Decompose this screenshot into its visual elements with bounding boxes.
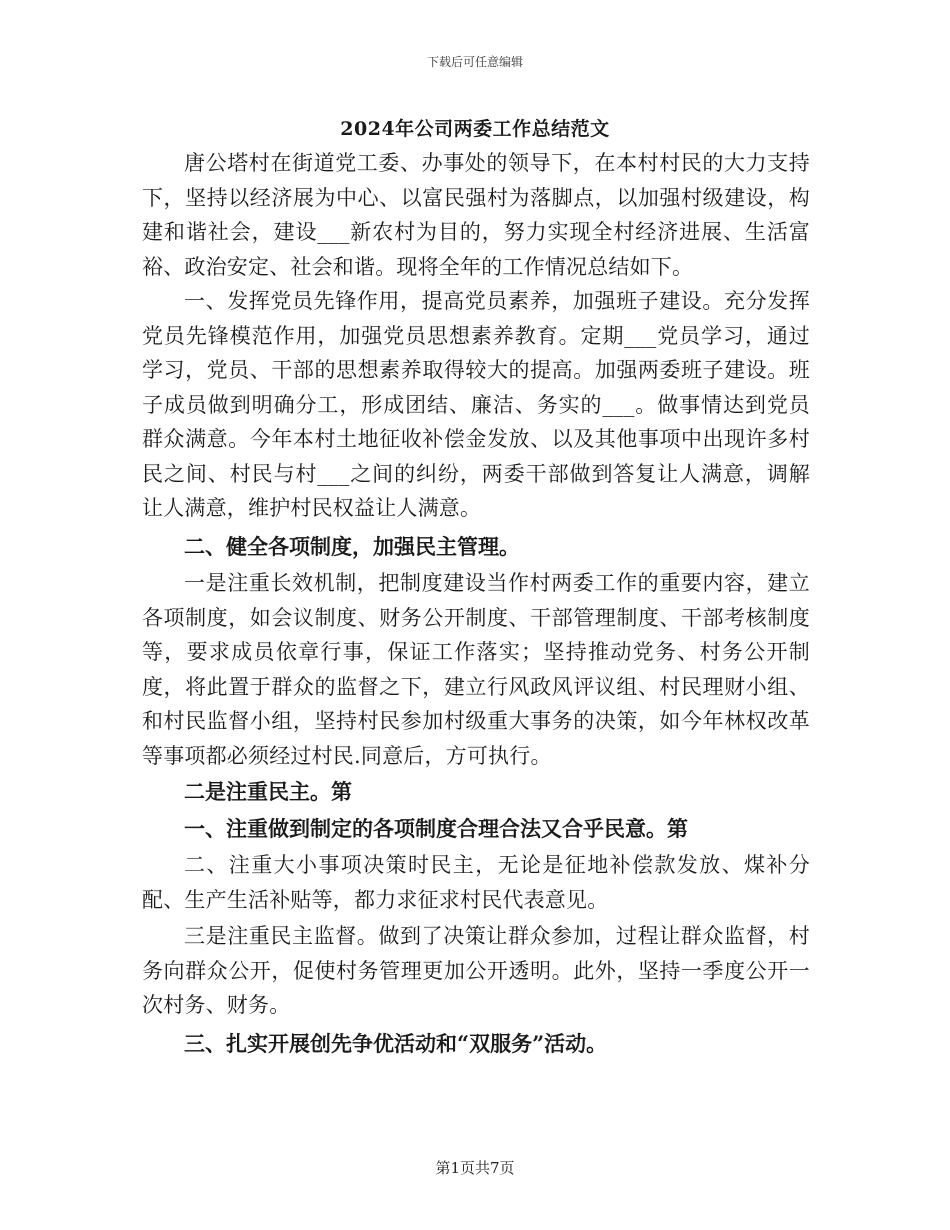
paragraph-intro: 唐公塔村在街道党工委、办事处的领导下，在本村村民的大力支持下，坚持以经济展为中心、以富民强村为落脚点，以加强村级建设，构建和谐社会，建设___新农村为目的，努力实现全村经济进展、生活富裕、政治安定、社会和谐。现将全年的工作情况总结如下。 (142, 151, 810, 279)
heading-point-2: 二是注重民主。第 (184, 779, 352, 804)
page-number: 第1页共7页 (435, 1159, 515, 1177)
paragraph-point-2-item-2: 二、注重大小事项决策时民主，无论是征地补偿款发放、煤补分配、生产生活补贴等，都力求征求村民代表意见。 (142, 853, 810, 912)
paragraph-point-3: 三是注重民主监督。做到了决策让群众参加，过程让群众监督，村务向群众公开，促使村务管理更加公开透明。此外，坚持一季度公开一次村务、财务。 (142, 924, 810, 1017)
document-body (142, 146, 810, 1061)
heading-section-3: 三、扎实开展创先争优活动和“双服务”活动。 (184, 1030, 608, 1056)
heading-section-2: 二、健全各项制度，加强民主管理。 (184, 533, 520, 559)
heading-point-2-item-1: 一、注重做到制定的各项制度合理合法又合乎民意。第 (184, 815, 688, 841)
header-note: 下载后可任意编辑 (426, 55, 523, 69)
paragraph-section-1: 一、发挥党员先锋作用，提高党员素养，加强班子建设。充分发挥党员先锋模范作用，加强党员思想素养教育。定期___党员学习，通过学习，党员、干部的思想素养取得较大的提高。加强两委班子建设。班子成员做到明确分工，形成团结、廉洁、务实的___。做事情达到党员群众满意。今年本村土地征收补偿金发放、以及其他事项中出现许多村民之间、村民与村___之间的纠纷，两委干部做到答复让人满意，调解让人满意，维护村民权益让人满意。 (142, 289, 810, 520)
document-title: 2024年公司两委工作总结范文 (340, 118, 610, 140)
paragraph-section-2-point-1: 一是注重长效机制，把制度建设当作村两委工作的重要内容，建立各项制度，如会议制度、财务公开制度、干部管理制度、干部考核制度等，要求成员依章行事，保证工作落实；坚持推动党务、村务公开制度，将此置于群众的监督之下，建立行风政风评议组、村民理财小组、和村民监督小组，坚持村民参加村级重大事务的决策，如今年林权改革等事项都必须经过村民.同意后，方可执行。 (142, 571, 810, 768)
